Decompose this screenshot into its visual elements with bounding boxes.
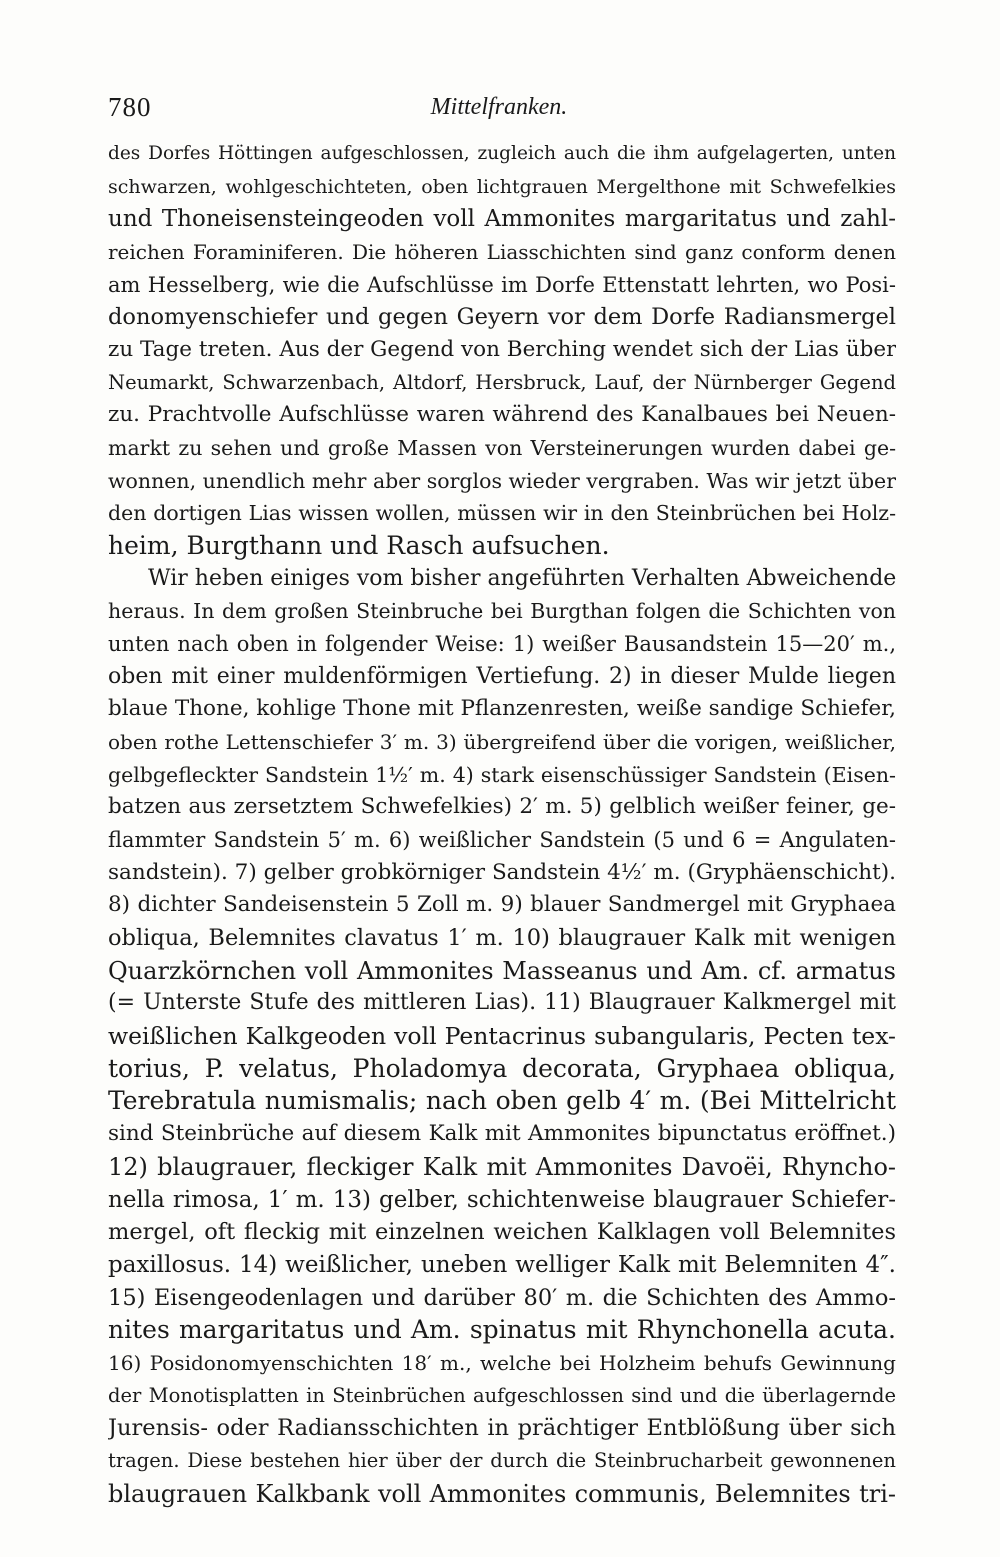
text-line: und Thoneisensteingeoden voll Ammonites margaritatus und zahl- bbox=[108, 206, 896, 233]
text-line: 15) Eisengeodenlagen und darüber 80′ m. die Schichten des Ammo- bbox=[108, 1284, 896, 1311]
text-line: (= Unterste Stufe des mittleren Lias). 11) Blaugrauer Kalkmergel mit bbox=[108, 990, 896, 1016]
text-line: 12) blaugrauer, fleckiger Kalk mit Ammonites Davoëi, Rhyncho- bbox=[108, 1152, 896, 1181]
text-line: nella rimosa, 1′ m. 13) gelber, schichtenweise blaugrauer Schiefer- bbox=[108, 1186, 896, 1213]
body-text bbox=[108, 138, 896, 1510]
text-line: der Monotisplatten in Steinbrüchen aufgeschlossen sind und die überlagernde bbox=[108, 1383, 896, 1407]
text-line: sind Steinbrüche auf diesem Kalk mit Ammonites bipunctatus eröffnet.) bbox=[108, 1121, 896, 1147]
text-line: heraus. In dem großen Steinbruche bei Burgthan folgen die Schichten von bbox=[108, 599, 896, 624]
text-line: Quarzkörnchen voll Ammonites Masseanus und Am. cf. armatus bbox=[108, 956, 896, 985]
text-line: oben rothe Lettenschiefer 3′ m. 3) übergreifend über die vorigen, weißlicher, bbox=[108, 730, 896, 755]
page-header bbox=[108, 92, 890, 126]
text-line: tragen. Diese bestehen hier über der durch die Steinbrucharbeit gewonnenen bbox=[108, 1448, 896, 1472]
text-line: 16) Posidonomyenschichten 18′ m., welche bei Holzheim behufs Gewinnung bbox=[108, 1350, 896, 1375]
running-head: Mittelfranken. bbox=[430, 94, 568, 120]
text-line: Wir heben einiges vom bisher angeführten Verhalten Abweichende bbox=[148, 565, 896, 591]
text-line: zu. Prachtvolle Aufschlüsse waren während des Kanalbaues bei Neuen- bbox=[108, 402, 896, 428]
text-line: Terebratula numismalis; nach oben gelb 4′ m. (Bei Mittelricht bbox=[108, 1086, 896, 1116]
text-line: flammter Sandstein 5′ m. 6) weißlicher Sandstein (5 und 6 = Angulaten- bbox=[108, 828, 896, 853]
text-line: reichen Foraminiferen. Die höheren Liasschichten sind ganz conform denen bbox=[108, 240, 896, 265]
text-line: torius, P. velatus, Pholadomya decorata, Gryphaea obliqua, bbox=[108, 1053, 896, 1083]
text-line: zu Tage treten. Aus der Gegend von Berching wendet sich der Lias über bbox=[108, 337, 896, 363]
text-line: wonnen, unendlich mehr aber sorglos wieder vergraben. Was wir jetzt über bbox=[108, 468, 896, 493]
text-line: gelbgefleckter Sandstein 1½′ m. 4) stark eisenschüssiger Sandstein (Eisen- bbox=[108, 762, 896, 787]
text-line: weißlichen Kalkgeoden voll Pentacrinus subangularis, Pecten tex- bbox=[108, 1022, 896, 1051]
text-line: markt zu sehen und große Massen von Versteinerungen wurden dabei ge- bbox=[108, 436, 896, 461]
text-line: blaue Thone, kohlige Thone mit Pflanzenresten, weiße sandige Schiefer, bbox=[108, 696, 896, 722]
text-line: mergel, oft fleckig mit einzelnen weichen Kalklagen voll Belemnites bbox=[108, 1219, 896, 1246]
text-line: am Hesselberg, wie die Aufschlüsse im Dorfe Ettenstatt lehrten, wo Posi- bbox=[108, 272, 896, 297]
text-line: nites margaritatus und Am. spinatus mit Rhynchonella acuta. bbox=[108, 1315, 896, 1345]
text-line: Neumarkt, Schwarzenbach, Altdorf, Hersbruck, Lauf, der Nürnberger Gegend bbox=[108, 370, 896, 394]
text-line: paxillosus. 14) weißlicher, uneben welliger Kalk mit Belemniten 4″. bbox=[108, 1251, 896, 1278]
text-line: obliqua, Belemnites clavatus 1′ m. 10) blaugrauer Kalk mit wenigen bbox=[108, 925, 896, 952]
text-line: schwarzen, wohlgeschichteten, oben lichtgrauen Mergelthone mit Schwefelkies bbox=[108, 175, 896, 198]
text-line: Jurensis- oder Radiansschichten in prächtiger Entblößung über sich bbox=[108, 1415, 896, 1442]
text-line: blaugrauen Kalkbank voll Ammonites communis, Belemnites tri- bbox=[108, 1479, 896, 1508]
text-line: den dortigen Lias wissen wollen, müssen wir in den Steinbrüchen bei Holz- bbox=[108, 501, 896, 526]
text-line: oben mit einer muldenförmigen Vertiefung. 2) in dieser Mulde liegen bbox=[108, 663, 896, 689]
text-line: 8) dichter Sandeisenstein 5 Zoll m. 9) blauer Sandmergel mit Gryphaea bbox=[108, 892, 896, 918]
text-line: des Dorfes Höttingen aufgeschlossen, zugleich auch die ihm aufgelagerten, unten bbox=[108, 143, 896, 164]
page-number: 780 bbox=[108, 92, 152, 122]
text-line: heim, Burgthann und Rasch aufsuchen. bbox=[108, 531, 610, 561]
text-line: unten nach oben in folgender Weise: 1) weißer Bausandstein 15—20′ m., bbox=[108, 632, 896, 657]
text-line: sandstein). 7) gelber grobkörniger Sandstein 4½′ m. (Gryphäenschicht). bbox=[108, 859, 896, 885]
text-line: batzen aus zersetztem Schwefelkies) 2′ m. 5) gelblich weißer feiner, ge- bbox=[108, 794, 896, 820]
text-line: donomyenschiefer und gegen Geyern vor dem Dorfe Radiansmergel bbox=[108, 304, 896, 331]
